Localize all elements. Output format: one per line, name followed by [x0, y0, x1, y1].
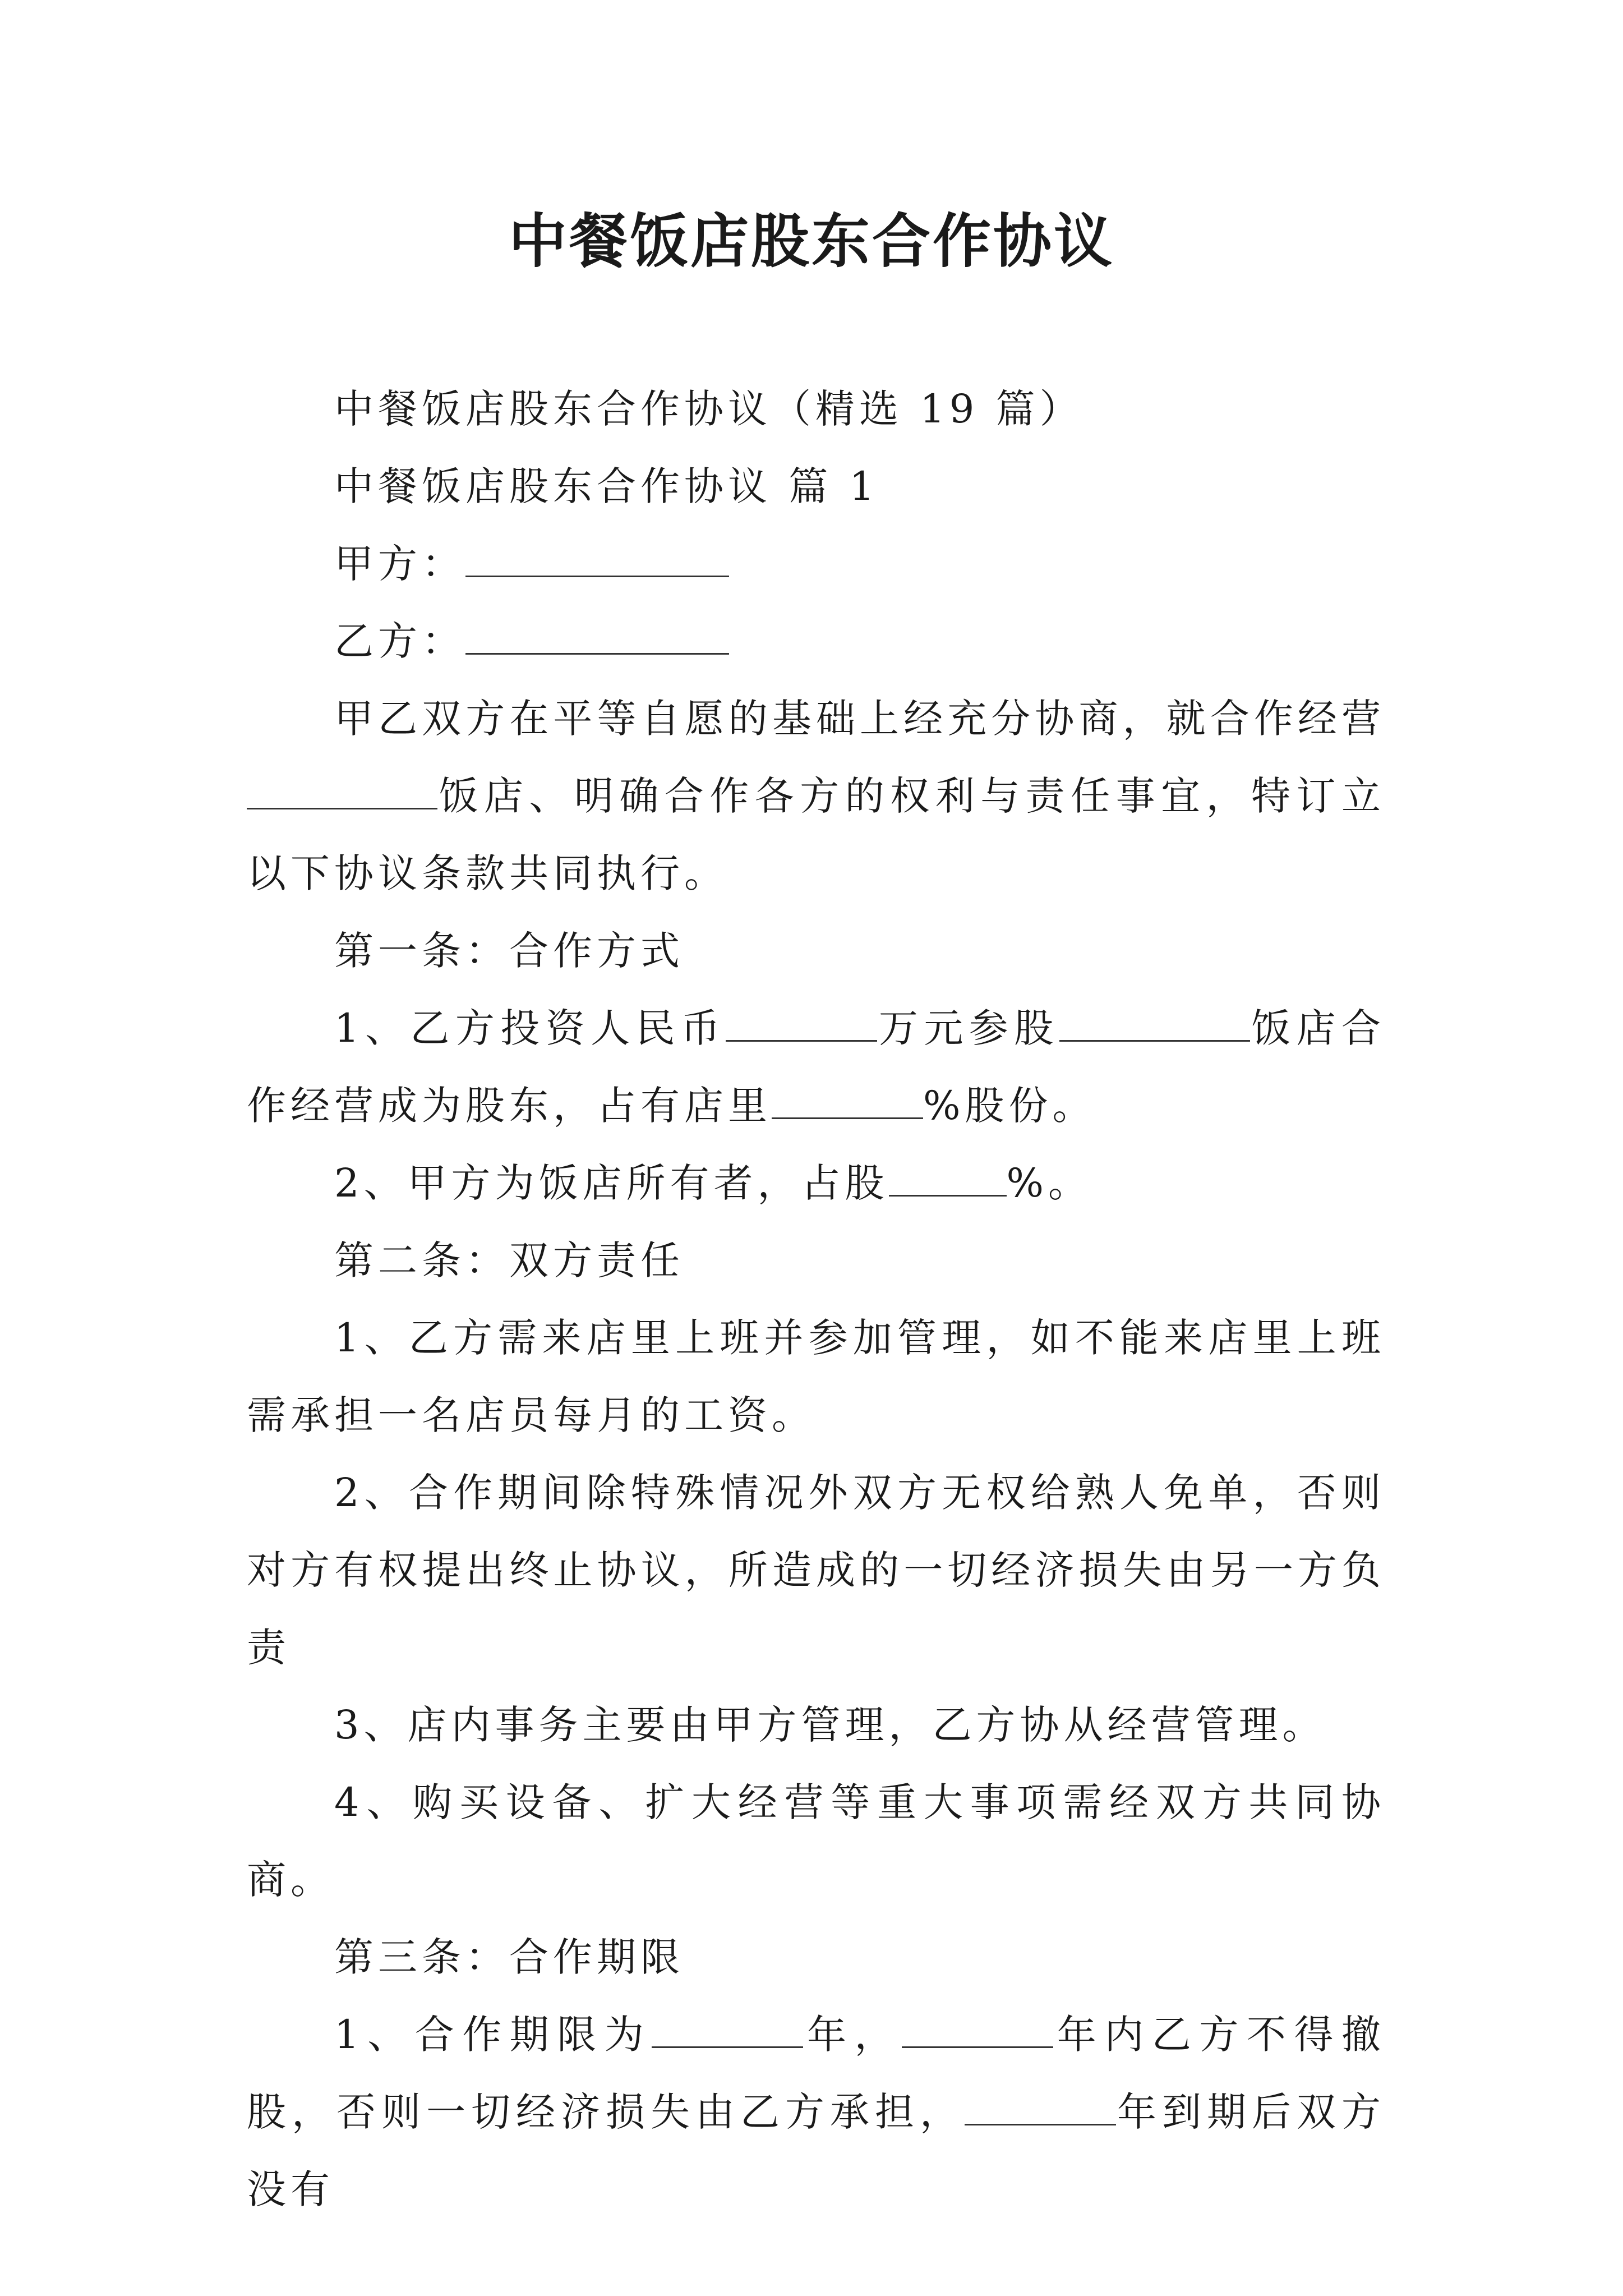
- document-title: 中餐饭店股东合作协议: [508, 206, 1114, 275]
- share-percent-blank: [772, 1084, 923, 1119]
- lock-years-blank: [902, 2013, 1053, 2048]
- article1-item2-text-b: %。: [1006, 1160, 1092, 1206]
- article2-heading: 第二条：双方责任: [334, 1237, 684, 1283]
- restaurant-blank: [1059, 1006, 1250, 1042]
- restaurant-name-blank: [247, 774, 437, 809]
- chapter-heading: 中餐饭店股东合作协议 篇 1: [334, 463, 879, 509]
- article1-item2: [247, 1144, 1385, 1222]
- intro-text-1: 甲乙双方在平等自愿的基础上经充分协商，就合作经营: [334, 696, 1385, 742]
- article1-item1-text-a: 1、乙方投资人民币: [334, 1005, 726, 1051]
- party-a-blank: [465, 542, 729, 577]
- article1-heading: 第一条：合作方式: [334, 928, 684, 974]
- article3-item1-text-d: 年到期后双方没有: [247, 2089, 1385, 2212]
- article1-item1-text-c: 饭店合作经营成为股东，占有店里: [247, 1005, 1386, 1129]
- article2-item3: 3、店内事务主要由甲方管理，乙方协从经营管理。: [334, 1702, 1326, 1748]
- article3-item1-text-c: 年内乙方不得撤股，否则一切经济损失由乙方承担，: [247, 2012, 1386, 2135]
- intro-text-2: 饭店、明确合作各方的权利与责任事宜，特订立以下协议条款共同执行。: [247, 773, 1385, 896]
- article3-item1-text-b: 年，: [803, 2012, 902, 2058]
- subtitle: 中餐饭店股东合作协议（精选 19 篇）: [334, 386, 1083, 432]
- party-b-line: [247, 602, 1385, 680]
- article1-item1-text-d: %股份。: [923, 1083, 1096, 1129]
- investment-amount-blank: [726, 1006, 877, 1042]
- article2-item1: 1、乙方需来店里上班并参加管理，如不能来店里上班需承担一名店员每月的工资。: [247, 1315, 1385, 1438]
- article3-item1-text-a: 1、合作期限为: [334, 2012, 652, 2058]
- expiry-years-blank: [965, 2090, 1116, 2125]
- party-b-label: 乙方：: [334, 618, 465, 664]
- intro-paragraph: [247, 680, 1385, 912]
- article1-item1-text-b: 万元参股: [877, 1005, 1059, 1051]
- document-body: [247, 370, 1385, 2228]
- article2-item4: 4、购买设备、扩大经营等重大事项需经双方共同协商。: [247, 1779, 1385, 1903]
- party-a-label: 甲方：: [334, 541, 465, 587]
- article2-item2: 2、合作期间除特殊情况外双方无权给熟人免单，否则对方有权提出终止协议，所造成的一切经济损失由另一方负责: [247, 1470, 1385, 1671]
- party-b-blank: [465, 619, 729, 655]
- article1-item1: [247, 990, 1385, 1144]
- party-a-line: [247, 525, 1385, 602]
- article3-heading: 第三条：合作期限: [334, 1934, 684, 1980]
- article3-item1: [247, 1996, 1385, 2228]
- article1-item2-text-a: 2、甲方为饭店所有者，占股: [334, 1160, 889, 1206]
- owner-share-blank: [889, 1161, 1007, 1197]
- term-years-blank: [652, 2013, 803, 2048]
